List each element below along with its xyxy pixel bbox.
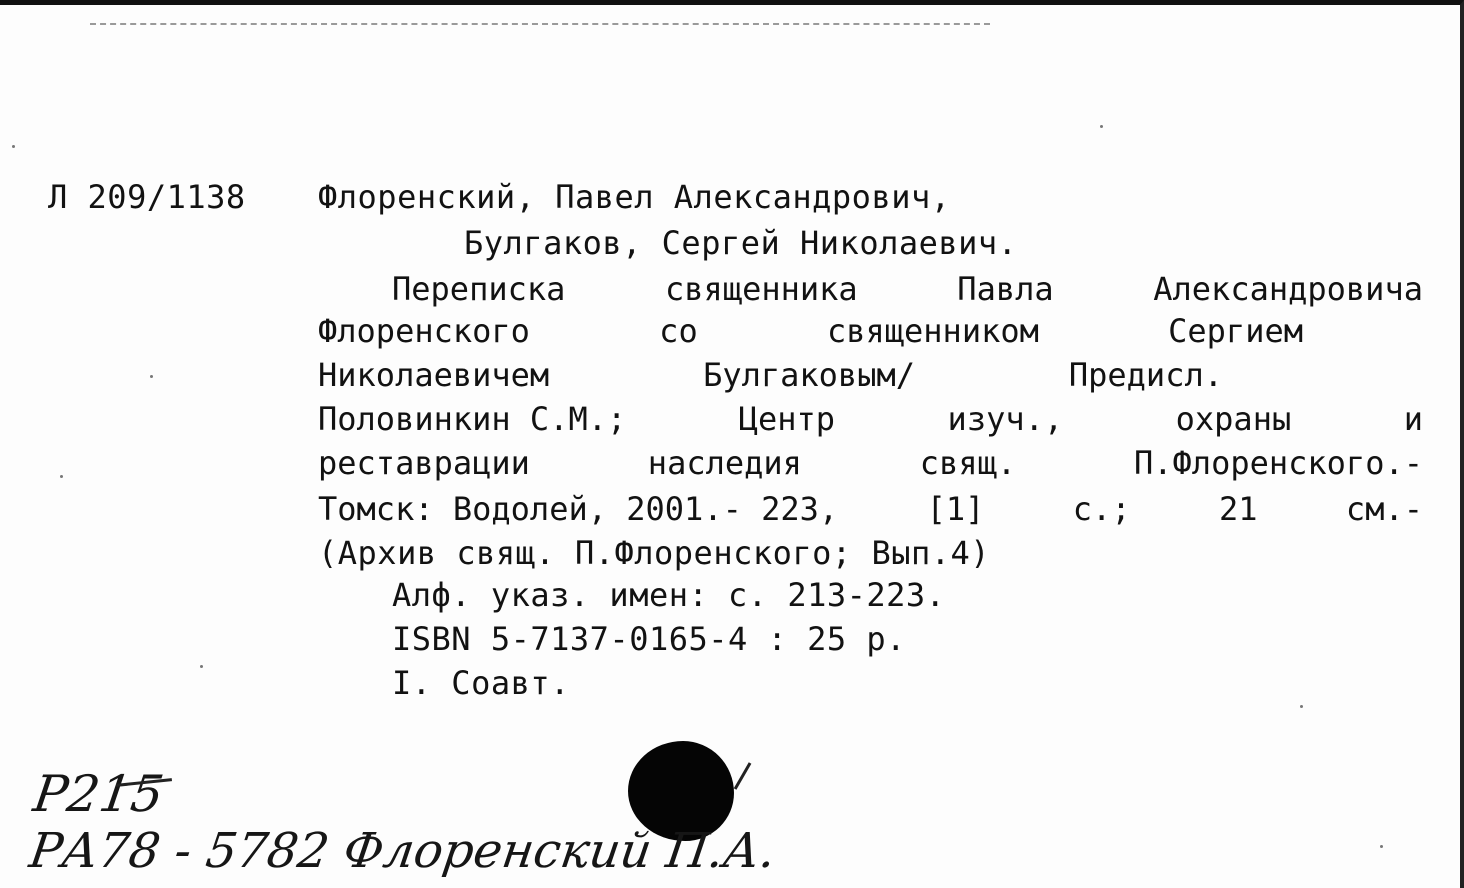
author-line: Флоренский, Павел Александрович, (318, 178, 951, 216)
title-line-2: Флоренского со священником Сергием (318, 312, 1303, 350)
handwritten-shelfmark: Р215 (29, 765, 168, 823)
index-note: Алф. указ. имен: с. 213-223. (392, 576, 946, 614)
responsibility-line-2: реставрации наследия свящ. П.Флоренского.- (318, 444, 1423, 482)
imprint-line: Томск: Водолей, 2001.- 223, [1] с.; 21 см.- (318, 490, 1423, 528)
responsibility-line: Половинкин С.М.; Центр изуч., охраны и (318, 400, 1423, 438)
handwritten-note: РА78 - 5782 Флоренский П.А. (26, 823, 780, 879)
top-dashed-line (90, 23, 990, 25)
call-number: Л 209/1138 (48, 178, 246, 216)
title-line-3: Николаевичем Булгаковым/ Предисл. (318, 356, 1223, 394)
pencil-tick (734, 762, 765, 797)
coauthor-tracing: I. Соавт. (392, 664, 570, 702)
series-line: (Архив свящ. П.Флоренского; Вып.4) (318, 534, 991, 572)
title-line-1: Переписка священника Павла Александровича (392, 270, 1423, 308)
isbn-line: ISBN 5-7137-0165-4 : 25 р. (392, 620, 906, 658)
coauthor-line: Булгаков, Сергей Николаевич. (464, 224, 1018, 262)
